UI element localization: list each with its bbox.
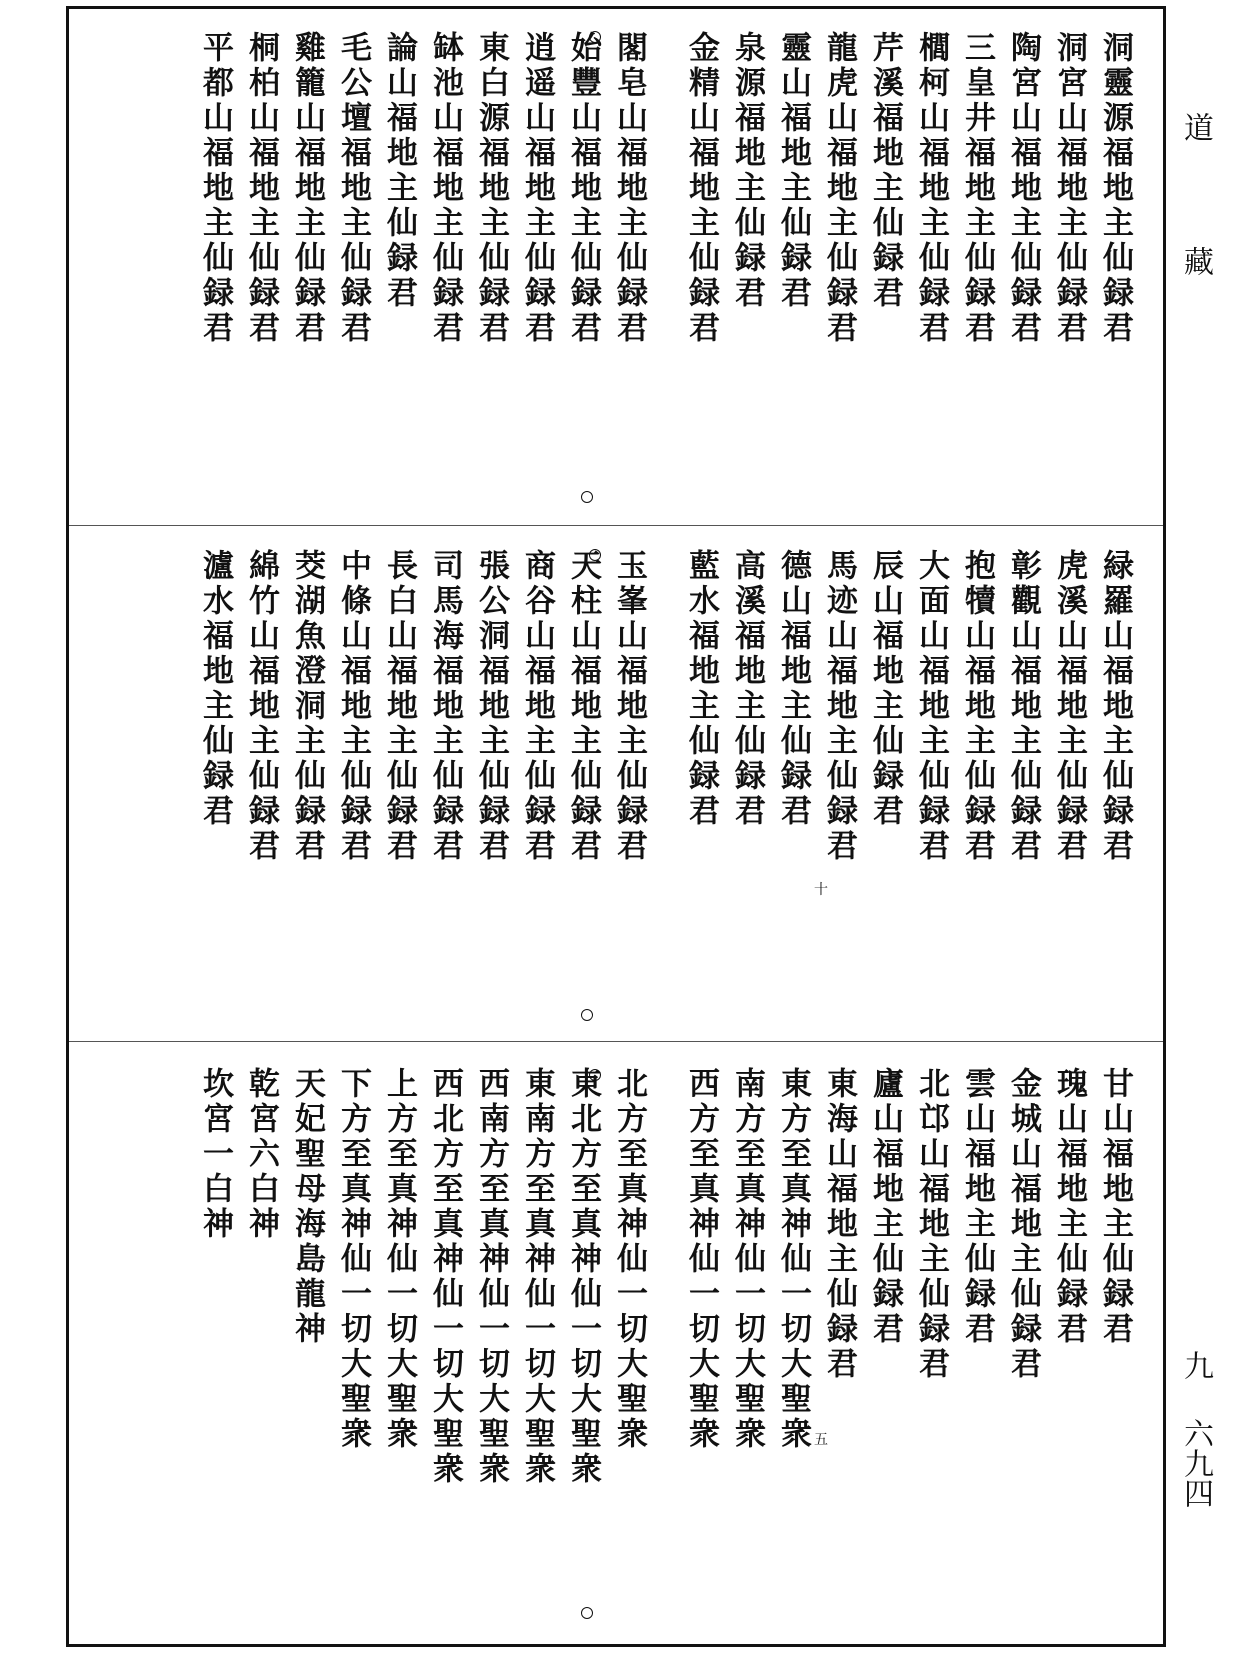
text-column: 陶宮山福地主仙録君 [1005,31,1041,346]
text-column: 西南方至真神仙一切大聖衆 [473,1067,509,1487]
text-column: 高溪福地主仙録君 [729,549,765,829]
text-column: 東北方至真神仙一切大聖衆 [565,1067,601,1487]
text-column: 緑羅山福地主仙録君 [1097,549,1133,864]
page-frame [66,6,1166,1647]
block-mark: 十 [814,882,828,898]
section-divider-1 [69,525,1163,526]
text-column: 彰觀山福地主仙録君 [1005,549,1041,864]
text-column: 虎溪山福地主仙録君 [1051,549,1087,864]
margin-title-top: 道 [1178,112,1213,142]
text-column: 北邙山福地主仙録君 [913,1067,949,1382]
text-column: 東方至真神仙一切大聖衆 [775,1067,811,1452]
text-column: 東海山福地主仙録君 [821,1067,857,1382]
text-column: 平都山福地主仙録君 [197,31,233,346]
text-column: 商谷山福地主仙録君 [519,549,555,864]
text-column: 東南方至真神仙一切大聖衆 [519,1067,555,1487]
text-column: 馬迹山福地主仙録君 [821,549,857,864]
section-divider-2 [69,1041,1163,1042]
text-column: 天妃聖母海島龍神 [289,1067,325,1347]
text-column: 司馬海福地主仙録君 [427,549,463,864]
text-column: 北方至真神仙一切大聖衆 [611,1067,647,1452]
text-column: 芹溪福地主仙録君 [867,31,903,311]
punch-hole-marker [581,1607,593,1619]
margin-title-mid: 藏 [1178,246,1213,276]
text-column: 天柱山福地主仙録君 [565,549,601,864]
text-column: 三皇井福地主仙録君 [959,31,995,346]
text-column: 玉峯山福地主仙録君 [611,549,647,864]
text-column: 長白山福地主仙録君 [381,549,417,864]
text-column: 綿竹山福地主仙録君 [243,549,279,864]
text-column: 櫚柯山福地主仙録君 [913,31,949,346]
text-column: 洞靈源福地主仙録君 [1097,31,1133,346]
section-start-marker [589,1069,601,1081]
text-column: 乾宮六白神 [243,1067,279,1242]
text-column: 茭湖魚澄洞主仙録君 [289,549,325,864]
text-column: 缽池山福地主仙録君 [427,31,463,346]
punch-hole-marker [581,491,593,503]
text-column: 洞宮山福地主仙録君 [1051,31,1087,346]
text-column: 南方至真神仙一切大聖衆 [729,1067,765,1452]
text-column: 龍虎山福地主仙録君 [821,31,857,346]
text-column: 雞籠山福地主仙録君 [289,31,325,346]
text-column: 甘山福地主仙録君 [1097,1067,1133,1347]
text-column: 中條山福地主仙録君 [335,549,371,864]
text-column: 閣皂山福地主仙録君 [611,31,647,346]
text-column: 瀘水福地主仙録君 [197,549,233,829]
text-column: 毛公壇福地主仙録君 [335,31,371,346]
text-column: 辰山福地主仙録君 [867,549,903,829]
text-column: 論山福地主仙録君 [381,31,417,311]
block-mark: 五 [814,1432,828,1448]
text-column: 桐柏山福地主仙録君 [243,31,279,346]
text-column: 大面山福地主仙録君 [913,549,949,864]
text-column: 德山福地主仙録君 [775,549,811,829]
page-number: 六九四 [1178,1418,1213,1508]
text-column: 坎宮一白神 [197,1067,233,1242]
section-start-marker [589,549,601,561]
text-column: 金城山福地主仙録君 [1005,1067,1041,1382]
text-column: 靈山福地主仙録君 [775,31,811,311]
text-column: 西北方至真神仙一切大聖衆 [427,1067,463,1487]
text-column: 西方至真神仙一切大聖衆 [683,1067,719,1452]
text-column: 金精山福地主仙録君 [683,31,719,346]
text-column: 張公洞福地主仙録君 [473,549,509,864]
text-column: 泉源福地主仙録君 [729,31,765,311]
text-column: 上方至真神仙一切大聖衆 [381,1067,417,1452]
text-column: 始豐山福地主仙録君 [565,31,601,346]
text-column: 逍遥山福地主仙録君 [519,31,555,346]
punch-hole-marker [581,1009,593,1021]
page-number-volume: 九 [1178,1350,1213,1380]
text-column: 抱犢山福地主仙録君 [959,549,995,864]
text-column: 瑰山福地主仙録君 [1051,1067,1087,1347]
text-column: 雲山福地主仙録君 [959,1067,995,1347]
text-column: 藍水福地主仙録君 [683,549,719,829]
text-column: 下方至真神仙一切大聖衆 [335,1067,371,1452]
text-column: 東白源福地主仙録君 [473,31,509,346]
section-start-marker [589,31,601,43]
text-column: 廬山福地主仙録君 [867,1067,903,1347]
